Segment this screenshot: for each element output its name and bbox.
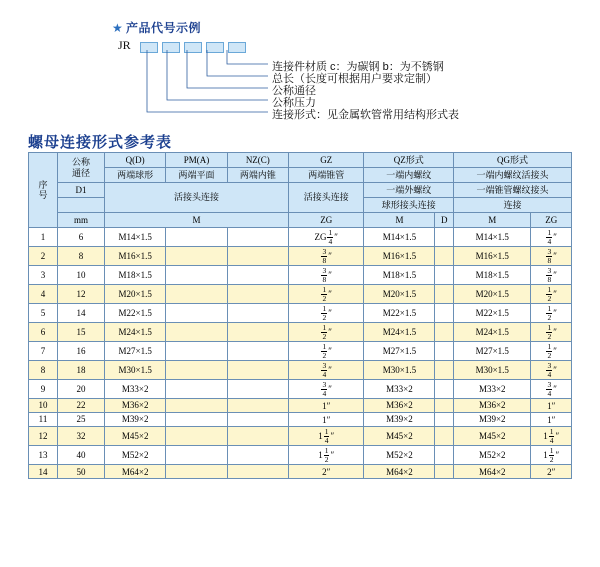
cell-qz-d: [435, 413, 454, 427]
cell-pm: [166, 323, 227, 342]
cell-nz: [227, 446, 288, 465]
cell-qz-d: [435, 380, 454, 399]
cell-qz-d: [435, 266, 454, 285]
header-unit-qg-m: M: [454, 213, 531, 228]
header-blank-dn: [58, 198, 105, 213]
cell-qg-zg: 2″: [531, 465, 572, 479]
legend-desc-connection: 连接形式：见金属软管常用结构形式表: [272, 109, 459, 121]
cell-qg-m: M18×1.5: [454, 266, 531, 285]
table-row: [29, 228, 572, 247]
cell-qz-m: M30×1.5: [364, 361, 435, 380]
table-header-row-units: [29, 213, 572, 228]
nut-connection-table: [28, 152, 572, 479]
code-prefix: JR: [118, 38, 131, 52]
cell-qz-d: [435, 446, 454, 465]
table-row: [29, 342, 572, 361]
header-unit-m: M: [105, 213, 289, 228]
cell-q: M16×1.5: [105, 247, 166, 266]
header-unit-qz-m: M: [364, 213, 435, 228]
cell-dn: 6: [58, 228, 105, 247]
cell-qz-m: M22×1.5: [364, 304, 435, 323]
cell-gz: $\frac{3}{4}$ ″: [288, 361, 363, 380]
cell-qg-m: M22×1.5: [454, 304, 531, 323]
table-row: [29, 413, 572, 427]
cell-dn: 22: [58, 399, 105, 413]
cell-nz: [227, 285, 288, 304]
cell-q: M18×1.5: [105, 266, 166, 285]
table-row: [29, 304, 572, 323]
header-sub-gz: 活接头连接: [288, 183, 363, 213]
table-header-row-desc: [29, 168, 572, 183]
table-row: [29, 323, 572, 342]
cell-q: M64×2: [105, 465, 166, 479]
header-mm: mm: [58, 213, 105, 228]
product-code-legend: [0, 0, 600, 128]
table-row: [29, 465, 572, 479]
cell-qg-zg: 1″: [531, 413, 572, 427]
cell-qz-m: M24×1.5: [364, 323, 435, 342]
cell-qg-zg: $\frac{1}{2}$ ″: [531, 342, 572, 361]
cell-qg-zg: $\frac{3}{4}$ ″: [531, 361, 572, 380]
cell-qz-m: M16×1.5: [364, 247, 435, 266]
cell-gz: 2″: [288, 465, 363, 479]
table-row: [29, 247, 572, 266]
cell-nz: [227, 304, 288, 323]
header-desc-nz: 两端内锥: [227, 168, 288, 183]
legend-desc-pressure: 公称压力: [272, 97, 316, 109]
cell-nz: [227, 342, 288, 361]
header-sub-qz: 球形接头连接: [364, 198, 454, 213]
cell-qz-d: [435, 304, 454, 323]
cell-serial: 1: [29, 228, 58, 247]
cell-dn: 40: [58, 446, 105, 465]
cell-nz: [227, 228, 288, 247]
cell-dn: 16: [58, 342, 105, 361]
cell-pm: [166, 446, 227, 465]
legend-title: 产品代号示例: [126, 21, 202, 35]
header-sub-q: 活接头连接: [105, 183, 289, 213]
cell-serial: 8: [29, 361, 58, 380]
cell-pm: [166, 266, 227, 285]
cell-pm: [166, 380, 227, 399]
table-title: 螺母连接形式参考表: [28, 134, 173, 151]
cell-dn: 18: [58, 361, 105, 380]
header-sub-qg: 连接: [454, 198, 572, 213]
cell-dn: 8: [58, 247, 105, 266]
cell-qg-m: M64×2: [454, 465, 531, 479]
cell-qz-m: M36×2: [364, 399, 435, 413]
header-group-nz: NZ(C): [227, 153, 288, 168]
cell-pm: [166, 427, 227, 446]
cell-dn: 20: [58, 380, 105, 399]
cell-qz-d: [435, 228, 454, 247]
table-header-row-code: [29, 153, 572, 168]
header-group-pm: PM(A): [166, 153, 227, 168]
cell-pm: [166, 304, 227, 323]
cell-qg-zg: 1 $\frac{1}{2}$ ″: [531, 446, 572, 465]
table-row: [29, 361, 572, 380]
cell-q: M33×2: [105, 380, 166, 399]
cell-qg-m: M20×1.5: [454, 285, 531, 304]
cell-qz-d: [435, 285, 454, 304]
cell-qg-m: M45×2: [454, 427, 531, 446]
cell-qz-m: M64×2: [364, 465, 435, 479]
cell-qg-zg: $\frac{3}{8}$ ″: [531, 266, 572, 285]
cell-pm: [166, 285, 227, 304]
cell-nz: [227, 266, 288, 285]
cell-qg-m: M52×2: [454, 446, 531, 465]
header-group-qg: QG形式: [454, 153, 572, 168]
cell-nz: [227, 247, 288, 266]
cell-qz-d: [435, 427, 454, 446]
cell-qg-zg: $\frac{1}{2}$ ″: [531, 285, 572, 304]
cell-pm: [166, 247, 227, 266]
cell-qz-m: M14×1.5: [364, 228, 435, 247]
cell-qz-m: M27×1.5: [364, 342, 435, 361]
cell-serial: 7: [29, 342, 58, 361]
cell-q: M14×1.5: [105, 228, 166, 247]
header-desc2-qg: 一端锥管螺纹接头: [454, 183, 572, 198]
header-desc2-qz: 一端外螺纹: [364, 183, 454, 198]
cell-dn: 14: [58, 304, 105, 323]
cell-dn: 10: [58, 266, 105, 285]
cell-qz-d: [435, 399, 454, 413]
cell-q: M30×1.5: [105, 361, 166, 380]
cell-gz: $\frac{1}{2}$ ″: [288, 285, 363, 304]
cell-q: M39×2: [105, 413, 166, 427]
header-group-gz: GZ: [288, 153, 363, 168]
cell-serial: 9: [29, 380, 58, 399]
cell-pm: [166, 399, 227, 413]
cell-qg-zg: $\frac{3}{8}$ ″: [531, 247, 572, 266]
table-row: [29, 380, 572, 399]
header-dn: 公称 通径: [58, 153, 105, 183]
cell-qg-zg: 1″: [531, 399, 572, 413]
cell-gz: $\frac{1}{2}$ ″: [288, 323, 363, 342]
cell-qg-m: M39×2: [454, 413, 531, 427]
cell-dn: 50: [58, 465, 105, 479]
header-group-qz: QZ形式: [364, 153, 454, 168]
cell-q: M36×2: [105, 399, 166, 413]
cell-qz-m: M20×1.5: [364, 285, 435, 304]
table-row: [29, 266, 572, 285]
cell-gz: 1″: [288, 399, 363, 413]
table-row: [29, 427, 572, 446]
cell-gz: 1″: [288, 413, 363, 427]
header-desc-gz: 两端锥管: [288, 168, 363, 183]
cell-qz-m: M33×2: [364, 380, 435, 399]
cell-dn: 12: [58, 285, 105, 304]
cell-nz: [227, 413, 288, 427]
legend-desc-length: 总长（长度可根据用户要求定制）: [272, 73, 437, 85]
cell-qz-d: [435, 323, 454, 342]
cell-serial: 2: [29, 247, 58, 266]
cell-q: M20×1.5: [105, 285, 166, 304]
cell-nz: [227, 465, 288, 479]
cell-gz: $\frac{3}{4}$ ″: [288, 380, 363, 399]
cell-qz-d: [435, 361, 454, 380]
cell-serial: 5: [29, 304, 58, 323]
header-unit-qz-d: D: [435, 213, 454, 228]
header-unit-qg-zg: ZG: [531, 213, 572, 228]
cell-dn: 15: [58, 323, 105, 342]
table-header-row-desc2: [29, 183, 572, 198]
cell-dn: 25: [58, 413, 105, 427]
cell-gz: $\frac{1}{2}$ ″: [288, 342, 363, 361]
cell-nz: [227, 399, 288, 413]
cell-serial: 10: [29, 399, 58, 413]
cell-serial: 3: [29, 266, 58, 285]
cell-qg-zg: $\frac{1}{4}$ ″: [531, 228, 572, 247]
cell-qg-m: M33×2: [454, 380, 531, 399]
cell-qg-m: M30×1.5: [454, 361, 531, 380]
cell-qg-m: M27×1.5: [454, 342, 531, 361]
cell-qg-zg: $\frac{3}{4}$ ″: [531, 380, 572, 399]
cell-gz: 1 $\frac{1}{4}$ ″: [288, 427, 363, 446]
cell-qz-d: [435, 465, 454, 479]
table-row: [29, 285, 572, 304]
star-icon: ★: [112, 21, 123, 35]
cell-serial: 4: [29, 285, 58, 304]
header-desc-pm: 两端平面: [166, 168, 227, 183]
cell-nz: [227, 380, 288, 399]
cell-qg-m: M16×1.5: [454, 247, 531, 266]
header-desc-qz: 一端内螺纹: [364, 168, 454, 183]
cell-qg-zg: $\frac{1}{2}$ ″: [531, 323, 572, 342]
cell-serial: 13: [29, 446, 58, 465]
legend-desc-material: 连接件材质 c：为碳钢 b：为不锈钢: [272, 61, 444, 73]
cell-qg-m: M24×1.5: [454, 323, 531, 342]
legend-desc-dn: 公称通径: [272, 85, 316, 97]
cell-nz: [227, 361, 288, 380]
header-desc-q: 两端球形: [105, 168, 166, 183]
cell-serial: 12: [29, 427, 58, 446]
header-serial: 序 号: [29, 153, 58, 228]
header-desc-qg: 一端内螺纹活接头: [454, 168, 572, 183]
cell-q: M27×1.5: [105, 342, 166, 361]
cell-qg-zg: $\frac{1}{2}$ ″: [531, 304, 572, 323]
cell-gz: 1 $\frac{1}{2}$ ″: [288, 446, 363, 465]
cell-dn: 32: [58, 427, 105, 446]
cell-qz-m: M45×2: [364, 427, 435, 446]
header-unit-zg: ZG: [288, 213, 363, 228]
header-group-q: Q(D): [105, 153, 166, 168]
table-row: [29, 446, 572, 465]
cell-pm: [166, 413, 227, 427]
table-row: [29, 399, 572, 413]
cell-serial: 6: [29, 323, 58, 342]
cell-qz-d: [435, 342, 454, 361]
cell-pm: [166, 228, 227, 247]
cell-serial: 14: [29, 465, 58, 479]
cell-qz-m: M18×1.5: [364, 266, 435, 285]
cell-q: M45×2: [105, 427, 166, 446]
cell-pm: [166, 361, 227, 380]
cell-q: M22×1.5: [105, 304, 166, 323]
cell-q: M52×2: [105, 446, 166, 465]
cell-gz: $\frac{3}{8}$ ″: [288, 266, 363, 285]
cell-nz: [227, 427, 288, 446]
cell-qg-zg: 1 $\frac{1}{4}$ ″: [531, 427, 572, 446]
cell-q: M24×1.5: [105, 323, 166, 342]
cell-gz: $\frac{1}{2}$ ″: [288, 304, 363, 323]
cell-qg-m: M36×2: [454, 399, 531, 413]
cell-qz-m: M52×2: [364, 446, 435, 465]
cell-qg-m: M14×1.5: [454, 228, 531, 247]
cell-pm: [166, 465, 227, 479]
cell-gz: ZG $\frac{1}{4}$ ″: [288, 228, 363, 247]
cell-pm: [166, 342, 227, 361]
header-d1: D1: [58, 183, 105, 198]
cell-qz-d: [435, 247, 454, 266]
cell-serial: 11: [29, 413, 58, 427]
cell-qz-m: M39×2: [364, 413, 435, 427]
cell-nz: [227, 323, 288, 342]
cell-gz: $\frac{3}{8}$ ″: [288, 247, 363, 266]
